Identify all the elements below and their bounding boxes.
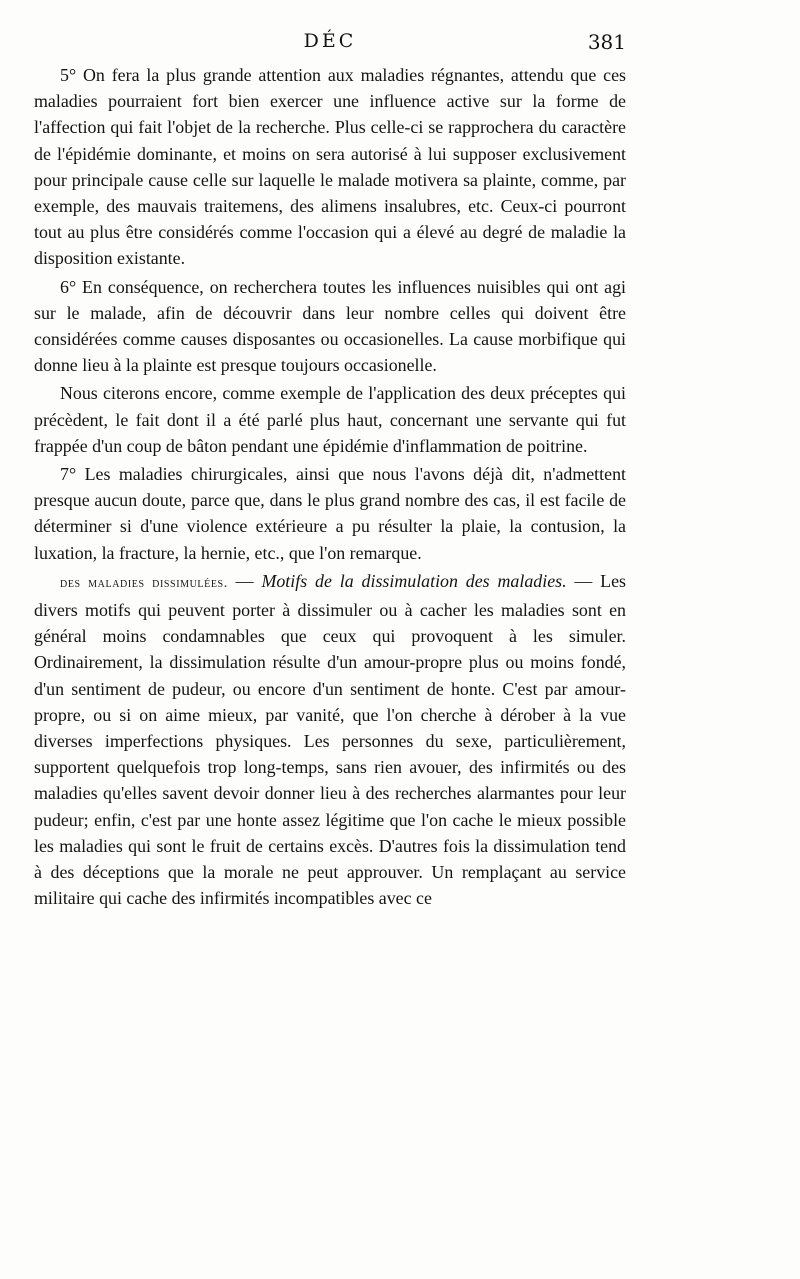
body-text [34, 62, 626, 912]
section-text: — Les divers motifs qui peuvent porter à dissimuler ou à cacher les maladies sont en général moins condamnables que ceux qui provoquent à les simuler. Ordinairement, la dissimulation résulte d'un amour-propre plus ou moins fondé, d'un sentiment de pudeur, ou encore d'un sentiment de honte. C'est par amour-propre, ou si on aime mieux, par vanité, que l'on cherche à dérober à la vue diverses imperfections physiques. Les personnes du sexe, particulièrement, supportent quelquefois trop long-temps, sans rien avouer, des infirmités ou des maladies qu'elles savent devoir donner lieu à des recherches alarmantes pour leur pudeur; enfin, c'est par une honte assez légitime que l'on cache le mieux possible les maladies qui sont le fruit de certains excès. D'autres fois la dissimulation tend à des déceptions que la morale ne peut approuver. Un remplaçant au service militaire qui cache des infirmités incompatibles avec ce [34, 570, 627, 909]
page-number: 381 [587, 30, 626, 54]
paragraph-7: 7° Les maladies chirurgicales, ainsi que nous l'avons déjà dit, n'admettent presque aucun doute, parce que, dans le plus grand nombre des cas, il est facile de déterminer si d'une violence extérieure a pu résulter la plaie, la contusion, la luxation, la fracture, la hernie, etc., que l'on remarque. [34, 464, 626, 563]
paragraph-5: 5° On fera la plus grande attention aux maladies régnantes, attendu que ces maladies pourraient fort bien exercer une influence active sur la forme de l'affection qui fait l'objet de la recherche. Plus celle-ci se rapprochera du caractère de l'épidémie dominante, et moins on sera autorisé à lui supposer exclusivement pour principale cause celle sur laquelle le malade motivera sa plainte, comme, par exemple, des mauvais traitemens, des alimens insalubres, etc. Ceux-ci pourront tout au plus être considérés comme l'occasion qui a élevé au degré de maladie la disposition existante. [34, 65, 626, 269]
section-heading: des maladies dissimulées. [60, 575, 228, 591]
running-header [34, 30, 626, 58]
running-title: DÉC [303, 30, 357, 52]
paragraph-example: Nous citerons encore, comme exemple de l'application des deux préceptes qui précèdent, le fait dont il a été parlé plus haut, concernant une servante qui fut frappée d'un coup de bâton pendant une épidémie d'inflammation de poitrine. [34, 383, 626, 456]
paragraph-6: 6° En conséquence, on recherchera toutes les influences nuisibles qui ont agi sur le malade, afin de découvrir dans leur nombre celles qui doivent être considérées comme causes disposantes ou occasionelles. La cause morbifique qui donne lieu à la plainte est presque toujours occasionelle. [34, 276, 626, 376]
section-subheading: Motifs de la dissimulation des maladies. [261, 570, 567, 591]
section-dash: — [227, 570, 262, 591]
section-paragraph [34, 568, 626, 912]
